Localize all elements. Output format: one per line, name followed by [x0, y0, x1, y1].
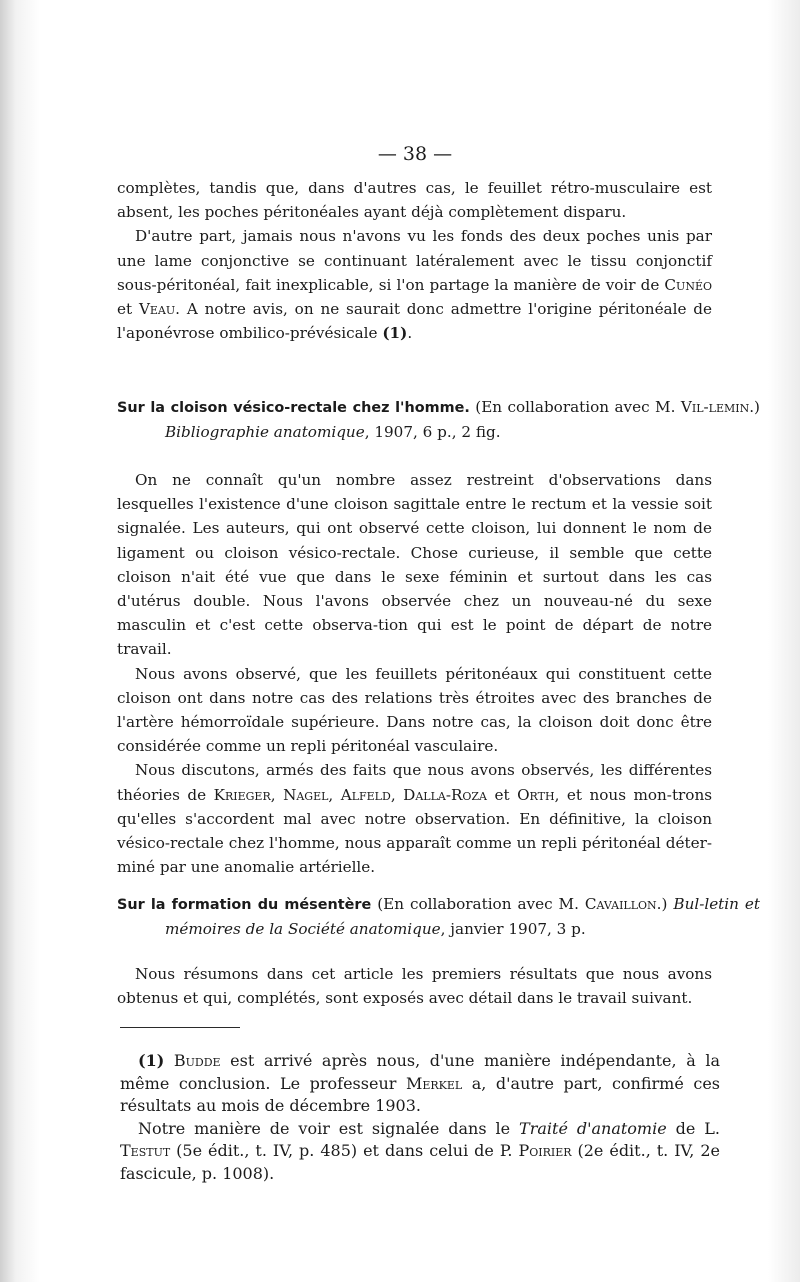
section1-p3-text-b: , et nous mon-trons qu'elles s'accordent mal avec notre observation. En définitive, la cloison vésico-rectale chez l'homme, nous apparaît comme un repli péritonéal déter-miné par une anomalie artérielle.	[117, 785, 713, 877]
section1-body	[117, 468, 712, 879]
author-alfeld: Alfeld	[340, 785, 391, 804]
section2-title: Sur la formation du mésentère	[117, 897, 372, 913]
section2-collab-b: .)	[656, 895, 674, 913]
footnote-text-5: (5e édit., t. IV, p. 485) et dans celui de P.	[170, 1141, 519, 1160]
intro-p2-text-d: .	[407, 324, 413, 343]
section1-paragraph-2: Nous avons observé, que les feuillets péritonéaux qui constituent cette cloison ont dans notre cas des relations très étroites avec des branches de l'artère hémorroïdale supérieure. Dans notre cas, la cloison doit donc être considérée comme un repli péritonéal vasculaire.	[117, 664, 712, 756]
author-testut: Testut	[120, 1141, 171, 1160]
author-orth: Orth	[517, 785, 555, 804]
footnote-text-3: Notre manière de voir est signalée dans le	[138, 1118, 520, 1138]
section1-journal: Bibliographie anatomique	[165, 423, 365, 442]
author-dalla-roza: Dalla-Roza	[403, 785, 487, 804]
section2-body	[117, 962, 712, 1010]
section2-heading	[117, 892, 760, 941]
section2-details: , janvier 1907, 3 p.	[440, 920, 586, 939]
page-number: — 38 —	[377, 143, 453, 165]
section1-title: Sur la cloison vésico-rectale chez l'homme.	[117, 400, 470, 416]
intro-text	[117, 176, 712, 345]
footnote-paragraph-1	[120, 1050, 720, 1118]
intro-paragraph-1: complètes, tandis que, dans d'autres cas, le feuillet rétro-musculaire est absent, les poches péritonéales ayant déjà complètement disparu.	[117, 179, 712, 222]
section1-collab-b: .)	[749, 398, 760, 416]
author-cuneo: Cunéo	[664, 275, 712, 294]
footnote-text-2: a, d'autre part, confirmé ces résultats au mois de décembre 1903.	[120, 1073, 721, 1115]
section1-paragraph-3: Nous discutons, armés des faits que nous avons observés, les différentes théories de Krieger, Nagel, Alfeld, Dalla-Roza et Orth, et nous mon-trons qu'elles s'accordent mal avec notre observation. En définitive, la cloison vésico-rectale chez l'homme, nous apparaît comme un repli péritonéal déter-miné par une anomalie artérielle.	[117, 761, 713, 877]
author-krieger: Krieger	[213, 785, 271, 804]
footnote-divider	[120, 1027, 240, 1028]
traite-anatomie-title: Traité d'anatomie	[519, 1118, 667, 1138]
section2-paragraph-1: Nous résumons dans cet article les premiers résultats que nous avons obtenus et qui, complétés, sont exposés avec détail dans le travail suivant.	[117, 965, 712, 1008]
section1-details: , 1907, 6 p., 2 fig.	[364, 423, 501, 442]
section1-heading	[117, 395, 760, 444]
footnote-text-1: est arrivé après nous, d'une manière indépendante, à la même conclusion. Le professeur	[120, 1051, 720, 1093]
section1-collab-a: (En collaboration avec M.	[469, 398, 681, 416]
footnote-paragraph-2	[120, 1118, 720, 1186]
footnote-reference: (1)	[382, 324, 408, 343]
section1-collab-name: Vil-lemin	[680, 398, 750, 416]
section1-p3-text-a: Nous discutons, armés des faits que nous avons observés, les différentes théories de	[117, 761, 712, 804]
section2-journal: Bul-letin et mémoires de la Société anatomique	[165, 895, 760, 939]
footnote-text-4: de L.	[666, 1118, 721, 1138]
section2-collab-name: Cavaillon	[584, 895, 657, 913]
section2-collab-a: (En collaboration avec M.	[371, 895, 585, 913]
author-veau: Veau	[138, 300, 176, 319]
intro-paragraph-2	[117, 224, 712, 345]
author-nagel: Nagel	[283, 785, 329, 804]
intro-p2-text-b: et	[117, 300, 139, 319]
intro-p2-text-a: D'autre part, jamais nous n'avons vu les fonds des deux poches unis par une lame conjonctive se continuant latéralement avec le tissu conjonctif sous-péritonéal, fait inexplicable, si l'on partage la manière de voir de	[117, 227, 712, 294]
footnote-text-6: (2e édit., t. IV, 2e fascicule, p. 1008).	[120, 1141, 721, 1183]
section1-paragraph-1: On ne connaît qu'un nombre assez restreint d'observations dans lesquelles l'existence d'une cloison sagittale entre le rectum et la vessie soit signalée. Les auteurs, qui ont observé cette cloison, lui donnent le nom de ligament ou cloison vésico-rectale. Chose curieuse, il semble que cette cloison n'ait été vue que dans le sexe féminin et surtout dans les cas d'utérus double. Nous l'avons observée chez un nouveau-né du sexe masculin et c'est cette observa-tion qui est le point de départ de notre travail.	[117, 471, 712, 659]
footnote-marker: (1)	[138, 1051, 165, 1070]
author-merkel: Merkel	[405, 1073, 463, 1093]
author-budde: Budde	[173, 1051, 221, 1070]
author-poirier: Poirier	[518, 1141, 572, 1160]
footnote	[120, 1050, 720, 1185]
intro-p2-text-c: . A notre avis, on ne saurait donc admettre l'origine péritonéale de l'aponévrose ombilico-prévésicale	[117, 300, 713, 343]
